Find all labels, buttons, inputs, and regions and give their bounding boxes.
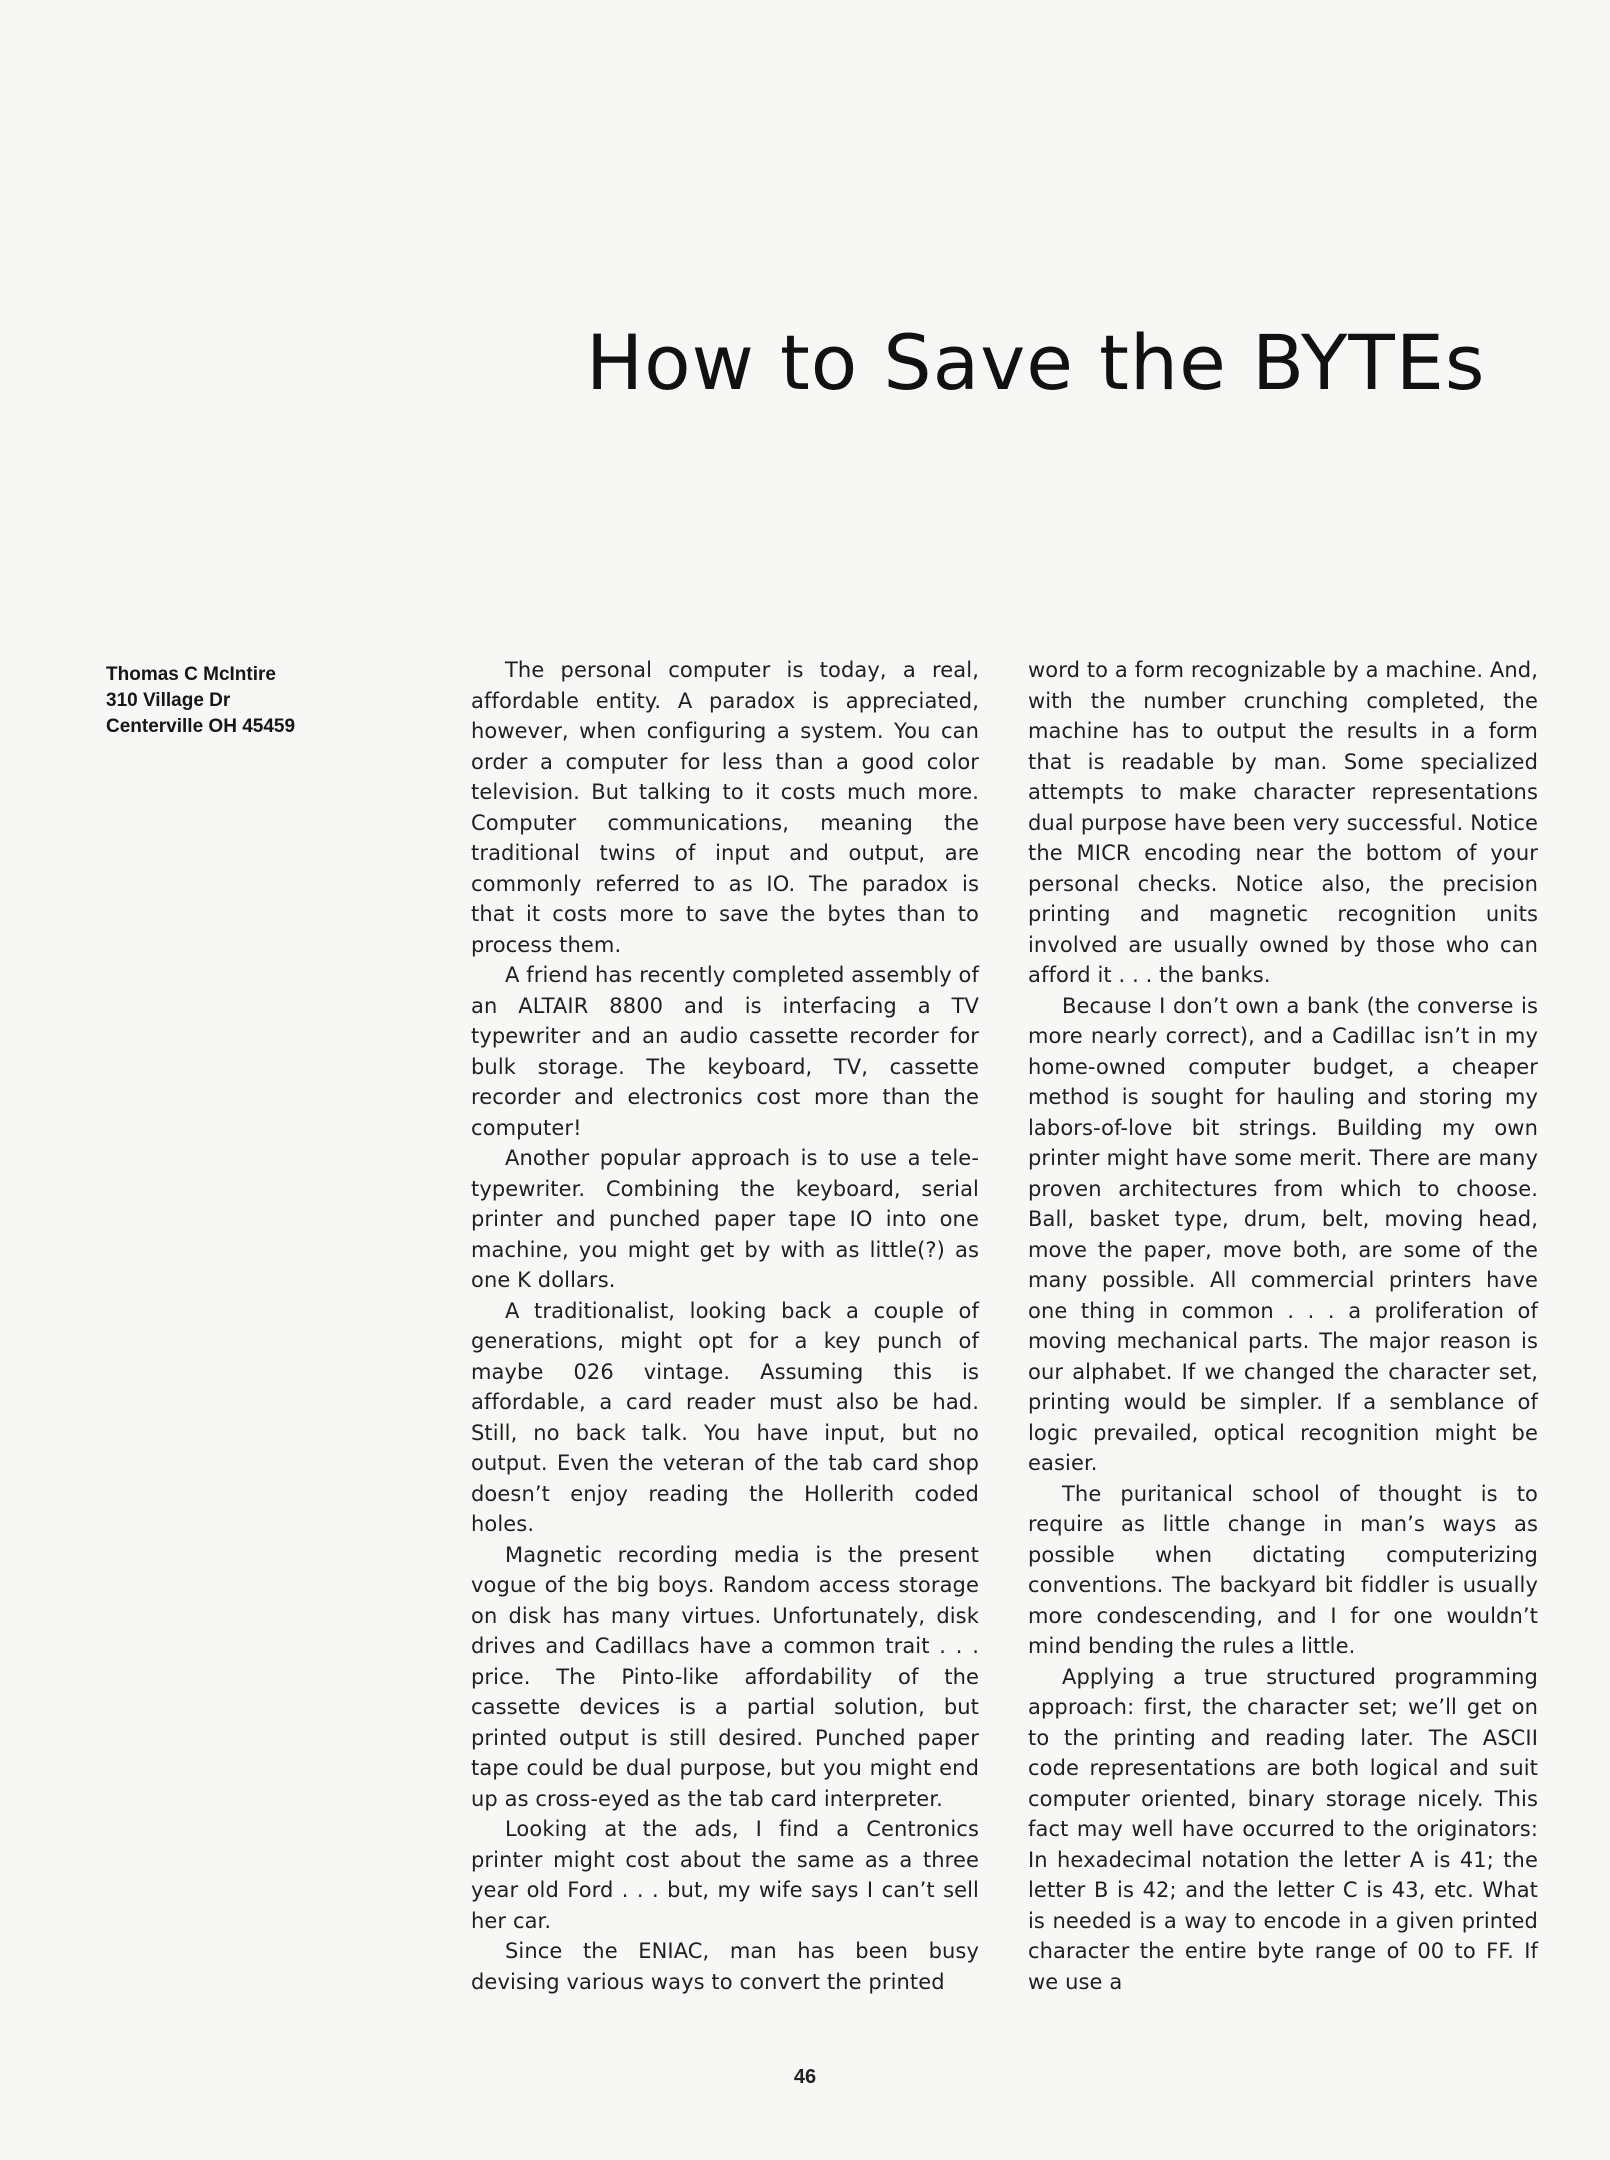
paragraph: Magnetic recording media is the present vogue of the big boys. Random access storage on disk has many virtues. Unfortunately, disk drives and Cadillacs have a common trait . . . price. The Pinto-like affordability of the cassette devices is a partial solution, but printed output is still desired. Punched paper tape could be dual purpose, but you might end up as cross-eyed as the tab card interpreter.	[471, 1542, 979, 1811]
paragraph-continued: word to a form recognizable by a machine. And, with the number crunching completed, the machine has to output the results in a form that is readable by man. Some specialized attempts to make character representations dual purpose have been very successful. Notice the MICR encoding near the bottom of your personal checks. Notice also, the precision printing and magnetic recognition units involved are usually owned by those who can afford it . . . the banks.	[1028, 658, 1538, 987]
paragraph: Because I don’t own a bank (the converse is more nearly correct), and a Cadillac isn’t in my home-owned computer budget, a cheaper method is sought for hauling and storing my labors-of-love bit strings. Building my own printer might have some merit. There are many proven architectures from which to choose. Ball, basket type, drum, belt, moving head, move the paper, move both, are some of the many possible. All commercial printers have one thing in common . . . a proliferation of moving mechanical parts. The major reason is our alphabet. If we changed the character set, printing would be simpler. If a semblance of logic prevailed, optical recognition might be easier.	[1028, 993, 1538, 1475]
paragraph: A traditionalist, looking back a couple of generations, might opt for a key punch of maybe 026 vintage. Assuming this is affordable, a card reader must also be had. Still, no back talk. You have input, but no output. Even the veteran of the tab card shop doesn’t enjoy reading the Hollerith coded holes.	[471, 1298, 979, 1536]
author-name: Thomas C McIntire	[106, 664, 276, 685]
paragraph: Another popular approach is to use a tele-typewriter. Combining the keyboard, serial printer and punched paper tape IO into one machine, you might get by with as little(?) as one K dollars.	[471, 1146, 979, 1292]
paragraph: Looking at the ads, I find a Centronics printer might cost about the same as a three year old Ford . . . but, my wife says I can’t sell her car.	[471, 1817, 979, 1933]
paragraph: Since the ENIAC, man has been busy devising various ways to convert the printed	[471, 1939, 979, 1994]
paragraph: A friend has recently completed assembly of an ALTAIR 8800 and is interfacing a TV typewriter and an audio cassette recorder for bulk storage. The keyboard, TV, cassette recorder and electronics cost more than the computer!	[471, 963, 980, 1140]
author-block	[106, 662, 295, 740]
paragraph: Applying a true structured programming approach: first, the character set; we’ll get on to the printing and reading later. The ASCII code representations are both logical and suit computer oriented, binary storage nicely. This fact may well have occurred to the originators: In hexadecimal notation the letter A is 41; the letter B is 42; and the letter C is 43, etc. What is needed is a way to encode in a given printed character the entire byte range of 00 to FF. If we use a	[1028, 1664, 1538, 1994]
body-column-left	[471, 655, 979, 1997]
author-street: 310 Village Dr	[106, 690, 231, 711]
paragraph: The personal computer is today, a real, affordable entity. A paradox is appreciated, however, when configuring a system. You can order a computer for less than a good color television. But talking to it costs much more. Computer communications, meaning the traditional twins of input and output, are commonly referred to as IO. The paradox is that it costs more to save the bytes than to process them.	[471, 658, 979, 957]
page-number: 46	[793, 2066, 817, 2088]
article-title: How to Save the BYTEs	[586, 318, 1486, 407]
paragraph: The puritanical school of thought is to require as little change in man’s ways as possible when dictating computerizing conventions. The backyard bit fiddler is usually more condescending, and I for one wouldn’t mind bending the rules a little.	[1028, 1481, 1538, 1658]
body-column-right	[1028, 655, 1538, 1997]
author-city: Centerville OH 45459	[106, 716, 296, 737]
